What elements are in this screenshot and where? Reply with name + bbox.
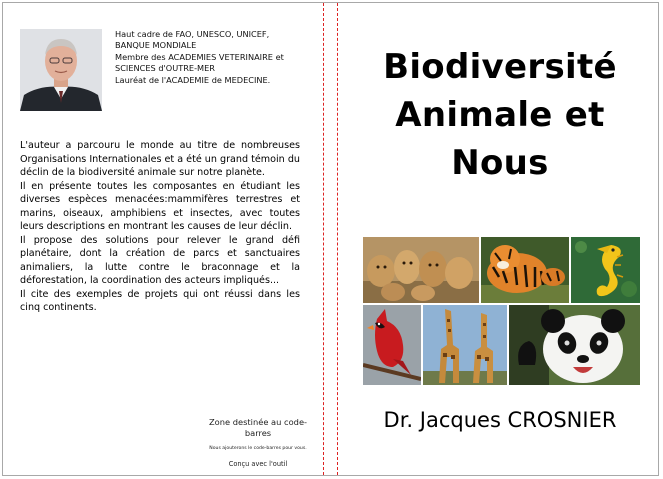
giraffes-photo bbox=[423, 305, 507, 385]
author-portrait-photo bbox=[20, 29, 102, 111]
blurb-paragraph: Il en présente toutes les composantes en étudiant les diverses espèces menacées:mammifères terrestres et marins, oiseaux, amphibiens et insectes, avec toutes leurs descriptions en montrant les causes de leur déclin. bbox=[20, 180, 300, 232]
tool-credit: Conçu avec l'outil bbox=[228, 460, 288, 468]
title-line: Biodiversité bbox=[383, 47, 617, 87]
bio-line: BANQUE MONDIALE bbox=[115, 40, 197, 51]
tiger-photo bbox=[481, 237, 569, 303]
title-line: Nous bbox=[451, 143, 549, 183]
blurb-paragraph: Il propose des solutions pour relever le grand défi planétaire, dont la création de parcs et sanctuaires animaliers, la lutte contre le braconnage et la déforestation, la coordination des acteurs impliqués... bbox=[20, 234, 300, 286]
barcode-zone bbox=[203, 417, 313, 468]
bio-line: Haut cadre de FAO, UNESCO, UNICEF, bbox=[115, 29, 270, 39]
bio-line: Lauréat de l'ACADEMIE de MEDECINE. bbox=[115, 74, 271, 85]
blurb-paragraph: L'auteur a parcouru le monde au titre de nombreuses Organisations Internationales et a été un grand témoin du déclin de la biodiversité animale sur notre planète. bbox=[20, 140, 300, 178]
barcode-note: Nous ajouterons le code-barres pour vous. bbox=[209, 446, 307, 451]
bio-line: Membre des ACADEMIES VETERINAIRE et bbox=[115, 51, 284, 62]
author-name: Dr. Jacques CROSNIER bbox=[383, 408, 617, 432]
panda-photo bbox=[509, 305, 640, 385]
book-title bbox=[338, 43, 662, 187]
seahorse-photo bbox=[571, 237, 640, 303]
bio-line: SCIENCES d'OUTRE-MER bbox=[115, 63, 215, 74]
barcode-zone-label: Zone destinée au code-barres bbox=[208, 417, 308, 438]
book-cover bbox=[2, 2, 659, 476]
title-line: Animale et bbox=[395, 95, 605, 135]
back-cover-blurb bbox=[20, 139, 300, 315]
blurb-paragraph: Il cite des exemples de projets qui ont réussi dans les cinq continents. bbox=[20, 288, 300, 313]
cardinal-bird-photo bbox=[363, 305, 421, 385]
animal-photo-collage bbox=[363, 237, 640, 385]
author-bio bbox=[115, 29, 315, 86]
spine-left-guide bbox=[323, 3, 324, 475]
lions-photo bbox=[363, 237, 479, 303]
